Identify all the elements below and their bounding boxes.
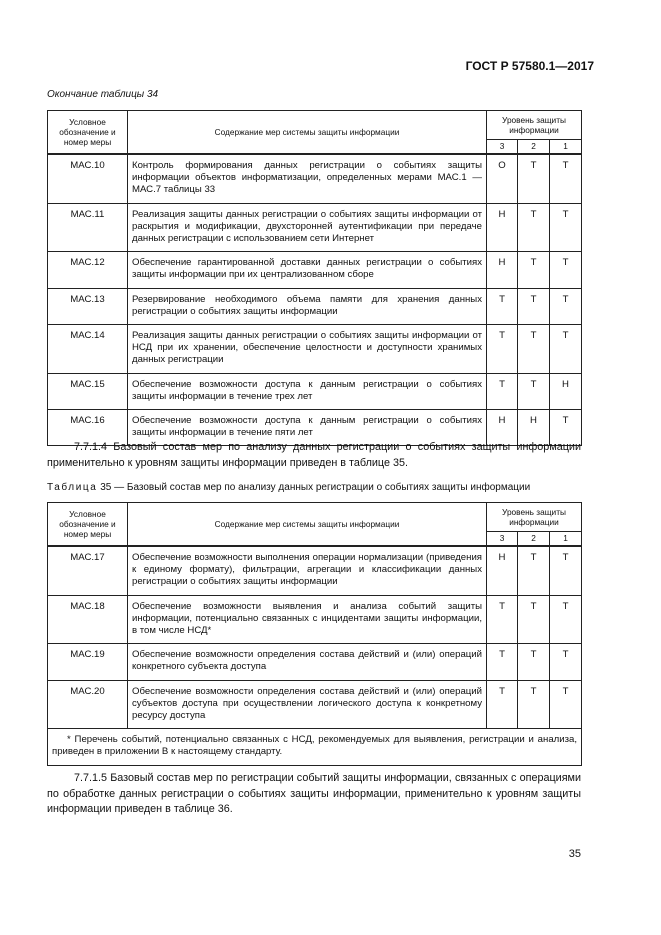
level-3-value: Т	[487, 288, 518, 324]
measure-code: МАС.18	[48, 595, 128, 644]
measure-text: Обеспечение возможности выявления и анализа событий защиты информации, потенциально связанных с инцидентами защиты информации, в том числе НСД*	[128, 595, 487, 644]
table-footnote-row	[48, 729, 582, 765]
table-row	[48, 203, 582, 252]
table-34-continuation-caption: Окончание таблицы 34	[47, 89, 159, 100]
level-2-value: Т	[518, 644, 550, 680]
measure-code: МАС.13	[48, 288, 128, 324]
level-3-value: О	[487, 154, 518, 203]
measure-text: Обеспечение возможности определения состава действий и (или) операций конкретного субъекта доступа	[128, 644, 487, 680]
level-1-value: Т	[550, 680, 582, 729]
level-3-value: Т	[487, 373, 518, 409]
header-level: Уровень защиты информации	[487, 111, 582, 140]
level-2-value: Т	[518, 680, 550, 729]
level-2-value: Т	[518, 325, 550, 374]
level-1-value: Т	[550, 288, 582, 324]
level-2-value: Т	[518, 373, 550, 409]
level-1-value: Т	[550, 203, 582, 252]
level-2-value: Т	[518, 595, 550, 644]
measure-code: МАС.12	[48, 252, 128, 288]
page-number: 35	[568, 848, 581, 860]
level-3-value: Н	[487, 252, 518, 288]
level-1-value: Т	[550, 595, 582, 644]
table-35-caption-text: 35 — Базовый состав мер по анализу данных регистрации о событиях защиты информации	[100, 482, 531, 493]
table-row	[48, 644, 582, 680]
level-2-value: Н	[518, 410, 550, 446]
header-content: Содержание мер системы защиты информации	[128, 503, 487, 547]
measure-text: Обеспечение возможности определения состава действий и (или) операций субъектов доступа при осуществлении логического доступа к конкретному ресурсу доступа	[128, 680, 487, 729]
level-1-value: Т	[550, 252, 582, 288]
header-code: Условное обозначение и номер меры	[48, 503, 128, 547]
measure-text: Реализация защиты данных регистрации о событиях защиты информации от раскрытия и модификации, двухсторонней аутентификации при передаче данных регистрации с использованием сети Интернет	[128, 203, 487, 252]
paragraph-7-7-1-5: 7.7.1.5 Базовый состав мер по регистрации событий защиты информации, связанных с операциями по обработке данных регистрации о событиях защиты информации, применительно к уровням защиты информации приведен в таблице 36.	[47, 772, 581, 815]
measure-text: Резервирование необходимого объема памяти для хранения данных регистрации о событиях защиты информации	[128, 288, 487, 324]
level-3-value: Н	[487, 203, 518, 252]
level-1-value: Т	[550, 325, 582, 374]
table-row	[48, 546, 582, 595]
table-row	[48, 595, 582, 644]
table-34	[47, 110, 582, 446]
table-row	[48, 252, 582, 288]
measure-code: МАС.19	[48, 644, 128, 680]
measure-text: Реализация защиты данных регистрации о событиях защиты информации от НСД при их хранении, обеспечение целостности и доступности хранимых данных регистрации	[128, 325, 487, 374]
level-1-value: Т	[550, 644, 582, 680]
table-35-caption	[47, 482, 530, 493]
header-content: Содержание мер системы защиты информации	[128, 111, 487, 155]
level-3-value: Т	[487, 644, 518, 680]
table-footnote: * Перечень событий, потенциально связанных с НСД, рекомендуемых для выявления, регистрации и анализа, приведен в приложении В к настоящему стандарту.	[48, 729, 582, 765]
measure-code: МАС.10	[48, 154, 128, 203]
level-3-value: Н	[487, 410, 518, 446]
measure-text: Обеспечение возможности выполнения операции нормализации (приведения к единому формату), фильтрации, агрегации и классификации данных регистрации о событиях защиты информации	[128, 546, 487, 595]
table-35-caption-label: Таблица	[47, 482, 98, 493]
measure-code: МАС.17	[48, 546, 128, 595]
level-1-value: Т	[550, 546, 582, 595]
level-2-value: Т	[518, 546, 550, 595]
measure-text: Контроль формирования данных регистрации о событиях защиты информации объектов информатизации, определенных мерами МАС.1 — МАС.7 таблицы 33	[128, 154, 487, 203]
measure-code: МАС.20	[48, 680, 128, 729]
header-level: Уровень защиты информации	[487, 503, 582, 532]
measure-code: МАС.14	[48, 325, 128, 374]
measure-code: МАС.15	[48, 373, 128, 409]
table-row	[48, 680, 582, 729]
measure-code: МАС.11	[48, 203, 128, 252]
header-level-3: 3	[487, 532, 518, 547]
header-level-3: 3	[487, 140, 518, 155]
header-level-2: 2	[518, 532, 550, 547]
measure-code: МАС.16	[48, 410, 128, 446]
level-1-value: Т	[550, 410, 582, 446]
level-1-value: Т	[550, 154, 582, 203]
document-code: ГОСТ Р 57580.1—2017	[465, 59, 594, 73]
header-level-2: 2	[518, 140, 550, 155]
level-1-value: Н	[550, 373, 582, 409]
table-row	[48, 373, 582, 409]
measure-text: Обеспечение гарантированной доставки данных регистрации о событиях защиты информации при их централизованном сборе	[128, 252, 487, 288]
measure-text: Обеспечение возможности доступа к данным регистрации о событиях защиты информации в течение трех лет	[128, 373, 487, 409]
level-3-value: Т	[487, 595, 518, 644]
level-2-value: Т	[518, 288, 550, 324]
table-35	[47, 502, 582, 766]
level-2-value: Т	[518, 252, 550, 288]
header-code: Условное обозначение и номер меры	[48, 111, 128, 155]
measure-text: Обеспечение возможности доступа к данным регистрации о событиях защиты информации в течение пяти лет	[128, 410, 487, 446]
level-2-value: Т	[518, 203, 550, 252]
level-2-value: Т	[518, 154, 550, 203]
level-3-value: Т	[487, 325, 518, 374]
table-row	[48, 325, 582, 374]
level-3-value: Т	[487, 680, 518, 729]
header-level-1: 1	[550, 532, 582, 547]
level-3-value: Н	[487, 546, 518, 595]
header-level-1: 1	[550, 140, 582, 155]
table-row	[48, 288, 582, 324]
table-row	[48, 154, 582, 203]
paragraph-7-7-1-4: 7.7.1.4 Базовый состав мер по анализу данных регистрации о событиях защиты информации применительно к уровням защиты информации приведен в таблице 35.	[47, 441, 581, 469]
